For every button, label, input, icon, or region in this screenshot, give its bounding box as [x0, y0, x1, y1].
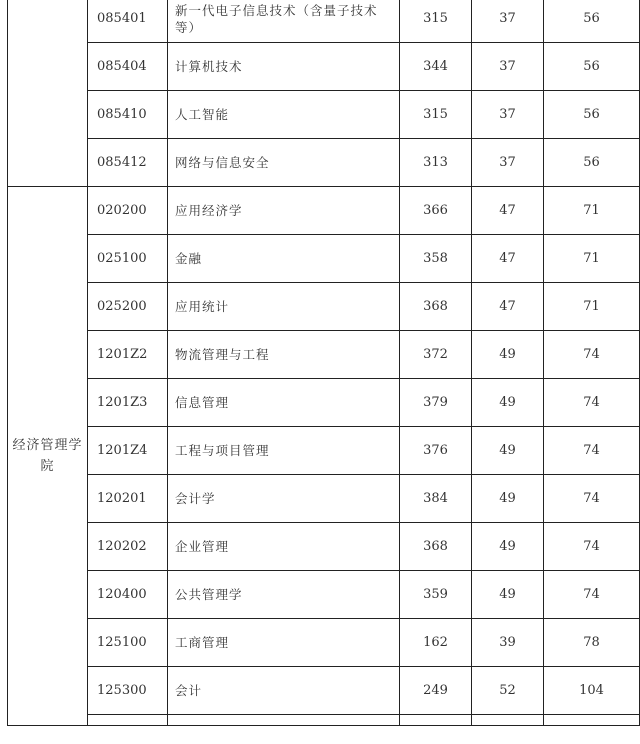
single-subject-a-cell: 49 [472, 475, 544, 523]
major-name-cell: 应用经济学 [168, 187, 400, 235]
single-subject-b-cell: 71 [544, 283, 640, 331]
total-score-cell: 249 [400, 667, 472, 715]
table-row [8, 0, 640, 43]
major-name-cell: 应用统计 [168, 283, 400, 331]
single-subject-b-cell: 74 [544, 331, 640, 379]
table-row [8, 571, 640, 619]
single-subject-a-cell: 49 [472, 379, 544, 427]
score-table-body [8, 0, 640, 726]
total-score-cell: 379 [400, 379, 472, 427]
single-subject-a-cell [472, 715, 544, 726]
single-subject-b-cell: 56 [544, 43, 640, 91]
total-score-cell: 368 [400, 283, 472, 331]
table-row [8, 283, 640, 331]
score-table [7, 0, 640, 726]
single-subject-a-cell: 47 [472, 187, 544, 235]
single-subject-a-cell: 47 [472, 235, 544, 283]
table-row [8, 379, 640, 427]
single-subject-b-cell: 56 [544, 0, 640, 43]
single-subject-b-cell: 104 [544, 667, 640, 715]
single-subject-a-cell: 39 [472, 619, 544, 667]
major-code-cell: 125300 [88, 667, 168, 715]
major-name-cell: 新一代电子信息技术（含量子技术等） [168, 0, 400, 43]
single-subject-a-cell: 47 [472, 283, 544, 331]
college-cell: 经济管理学院 [8, 187, 88, 726]
major-name-cell: 信息管理 [168, 379, 400, 427]
single-subject-b-cell: 71 [544, 187, 640, 235]
major-name-cell: 企业管理 [168, 523, 400, 571]
single-subject-b-cell: 74 [544, 379, 640, 427]
major-code-cell: 1201Z2 [88, 331, 168, 379]
major-code-cell: 125100 [88, 619, 168, 667]
major-code-cell: 085412 [88, 139, 168, 187]
table-row [8, 427, 640, 475]
total-score-cell: 344 [400, 43, 472, 91]
total-score-cell: 384 [400, 475, 472, 523]
table-row [8, 667, 640, 715]
total-score-cell: 358 [400, 235, 472, 283]
table-row [8, 523, 640, 571]
total-score-cell: 366 [400, 187, 472, 235]
table-row [8, 619, 640, 667]
total-score-cell: 376 [400, 427, 472, 475]
single-subject-a-cell: 49 [472, 523, 544, 571]
total-score-cell: 359 [400, 571, 472, 619]
single-subject-a-cell: 37 [472, 139, 544, 187]
total-score-cell: 315 [400, 91, 472, 139]
table-row [8, 43, 640, 91]
single-subject-a-cell: 37 [472, 43, 544, 91]
major-name-cell [168, 715, 400, 726]
table-row [8, 187, 640, 235]
single-subject-b-cell: 74 [544, 475, 640, 523]
table-row [8, 475, 640, 523]
major-code-cell: 1201Z4 [88, 427, 168, 475]
single-subject-a-cell: 52 [472, 667, 544, 715]
single-subject-b-cell [544, 715, 640, 726]
single-subject-b-cell: 56 [544, 91, 640, 139]
single-subject-b-cell: 78 [544, 619, 640, 667]
major-code-cell [88, 715, 168, 726]
major-name-cell: 工商管理 [168, 619, 400, 667]
major-code-cell: 085401 [88, 0, 168, 43]
total-score-cell: 315 [400, 0, 472, 43]
single-subject-b-cell: 74 [544, 523, 640, 571]
single-subject-b-cell: 74 [544, 427, 640, 475]
total-score-cell: 313 [400, 139, 472, 187]
major-name-cell: 网络与信息安全 [168, 139, 400, 187]
major-name-cell: 公共管理学 [168, 571, 400, 619]
major-name-cell: 物流管理与工程 [168, 331, 400, 379]
major-code-cell: 120202 [88, 523, 168, 571]
major-name-cell: 计算机技术 [168, 43, 400, 91]
major-code-cell: 120201 [88, 475, 168, 523]
major-name-cell: 金融 [168, 235, 400, 283]
major-code-cell: 085410 [88, 91, 168, 139]
table-row [8, 715, 640, 726]
major-name-cell: 会计 [168, 667, 400, 715]
total-score-cell [400, 715, 472, 726]
table-row [8, 91, 640, 139]
total-score-cell: 162 [400, 619, 472, 667]
table-row [8, 235, 640, 283]
single-subject-a-cell: 49 [472, 571, 544, 619]
major-code-cell: 120400 [88, 571, 168, 619]
single-subject-a-cell: 49 [472, 331, 544, 379]
single-subject-a-cell: 37 [472, 0, 544, 43]
major-name-cell: 人工智能 [168, 91, 400, 139]
major-code-cell: 025100 [88, 235, 168, 283]
single-subject-b-cell: 56 [544, 139, 640, 187]
major-name-cell: 会计学 [168, 475, 400, 523]
single-subject-a-cell: 49 [472, 427, 544, 475]
single-subject-b-cell: 74 [544, 571, 640, 619]
major-name-cell: 工程与项目管理 [168, 427, 400, 475]
table-row [8, 331, 640, 379]
college-cell [8, 0, 88, 187]
table-row [8, 139, 640, 187]
major-code-cell: 020200 [88, 187, 168, 235]
major-code-cell: 025200 [88, 283, 168, 331]
single-subject-a-cell: 37 [472, 91, 544, 139]
single-subject-b-cell: 71 [544, 235, 640, 283]
total-score-cell: 368 [400, 523, 472, 571]
total-score-cell: 372 [400, 331, 472, 379]
major-code-cell: 085404 [88, 43, 168, 91]
major-code-cell: 1201Z3 [88, 379, 168, 427]
